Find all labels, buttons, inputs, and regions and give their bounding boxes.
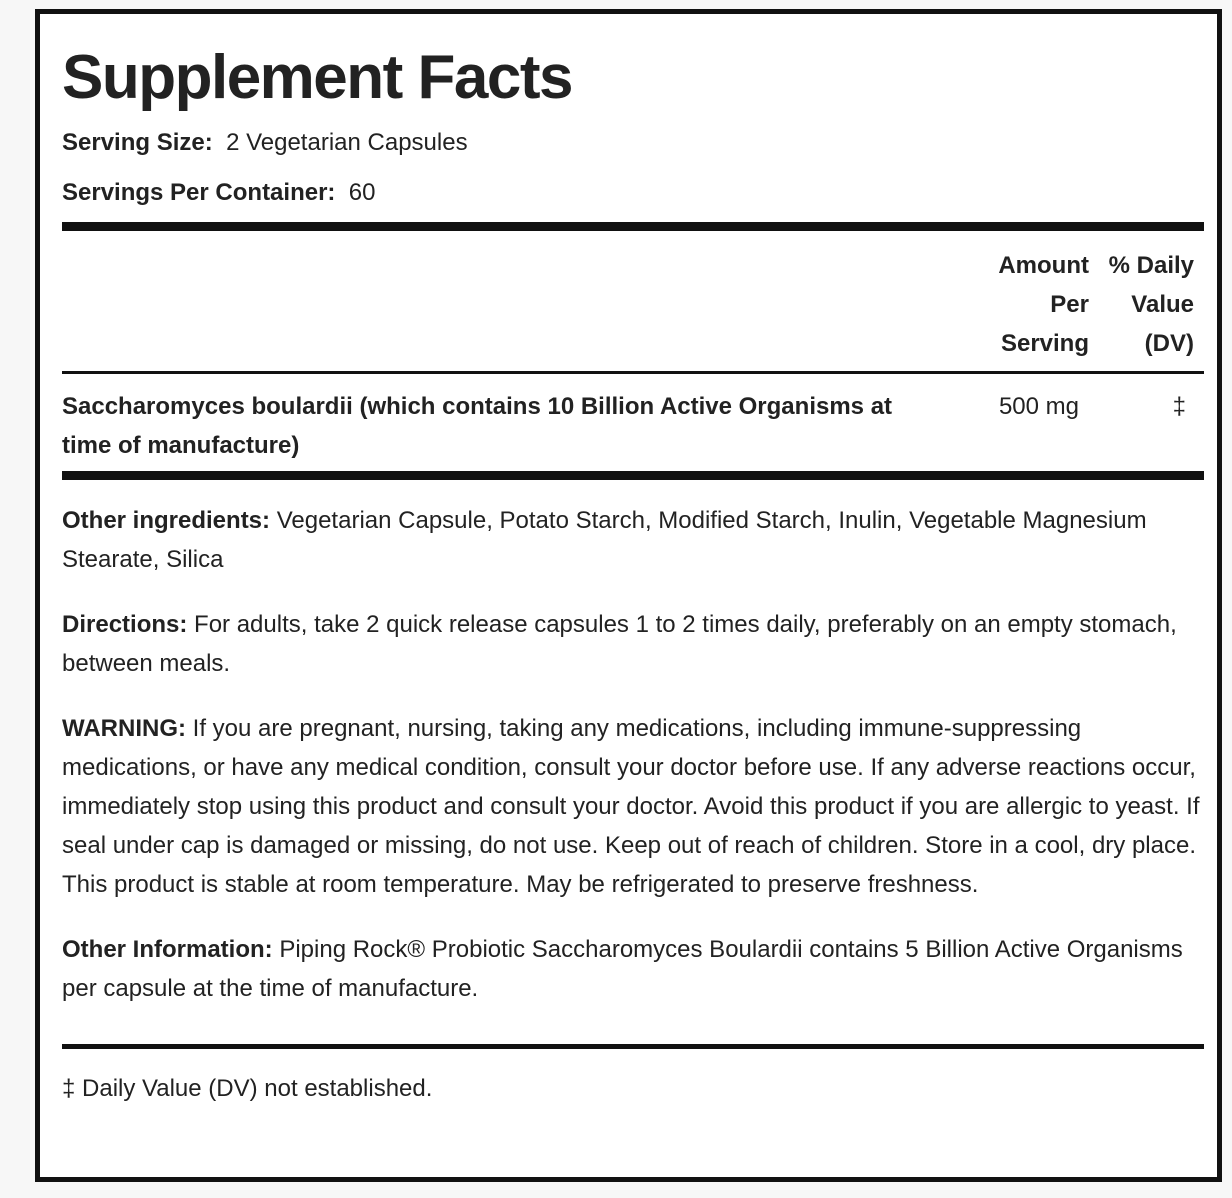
servings-per-container (62, 179, 1204, 207)
other-information-label: Other Information: (62, 936, 273, 963)
table-row (62, 374, 1204, 471)
serving-size-value: 2 Vegetarian Capsules (226, 129, 468, 156)
other-ingredients (62, 501, 1204, 579)
other-information-text: Piping Rock® Probiotic Saccharomyces Boulardii contains 5 Billion Active Organisms per capsule at the time of manufacture. (62, 936, 1183, 1002)
directions-label: Directions: (62, 611, 188, 638)
directions-text: For adults, take 2 quick release capsules 1 to 2 times daily, preferably on an empty stomach, between meals. (62, 611, 1177, 677)
supplement-facts-panel (35, 9, 1222, 1182)
servings-per-container-value: 60 (348, 179, 376, 206)
divider-thick-top (62, 222, 1204, 231)
warning-text: If you are pregnant, nursing, taking any medications, including immune-suppressing medications, or have any medical condition, consult your doctor before use. If any adverse reactions occur, immediately stop using this product and consult your doctor. Avoid this product if you are allergic to yeast. If seal under cap is damaged or missing, do not use. Keep out of reach of children. Store in a cool, dry place. This product is stable at room temperature. May be refrigerated to preserve freshness. (62, 715, 1200, 898)
warning-label: WARNING: (62, 715, 186, 742)
divider-bottom (62, 1044, 1204, 1049)
warning (62, 709, 1204, 904)
ingredient-daily-value: ‡ (1172, 393, 1186, 420)
servings-per-container-label: Servings Per Container: (62, 179, 336, 206)
header-amount-per-serving: Amount Per Serving (998, 252, 1089, 357)
serving-size-label: Serving Size: (62, 129, 213, 156)
ingredient-amount: 500 mg (998, 393, 1079, 420)
header-daily-value: % Daily Value (DV) (1108, 252, 1194, 357)
directions (62, 605, 1204, 683)
table-header-row (62, 231, 1204, 371)
ingredient-name: Saccharomyces boulardii (which contains 10 Billion Active Organisms at time of manufacture) (62, 393, 893, 459)
panel-title: Supplement Facts (62, 43, 572, 112)
footnote: ‡ Daily Value (DV) not established. (62, 1075, 433, 1102)
other-ingredients-label: Other ingredients: (62, 507, 271, 534)
other-information (62, 930, 1204, 1008)
panel-content (62, 14, 1204, 1108)
serving-size (62, 129, 1204, 157)
other-ingredients-text: Vegetarian Capsule, Potato Starch, Modified Starch, Inulin, Vegetable Magnesium Stearate, Silica (62, 507, 1147, 573)
divider-thick-middle (62, 471, 1204, 480)
